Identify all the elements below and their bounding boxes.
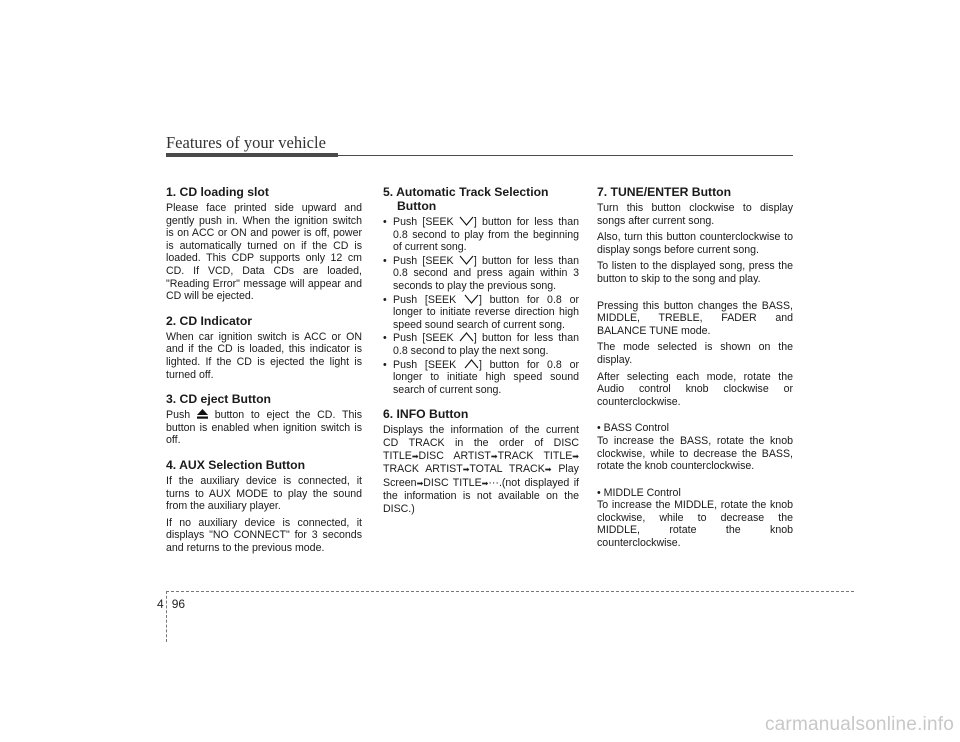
section-cd-loading-slot <box>166 185 362 303</box>
section-title: 5. Automatic Track Selection Button <box>383 185 549 213</box>
right-arrow-icon: ➡ <box>411 451 419 461</box>
text-run: button to eject the CD. This button is enabled when ignition switch is off. <box>166 409 362 447</box>
list-item <box>383 255 579 293</box>
section-aux-selection-button <box>166 458 362 555</box>
section-title: 4. AUX Selection Button <box>166 457 306 472</box>
text-run: Play Screen <box>383 463 579 489</box>
section-body: Please face printed side upward and gently push in. When the ignition switch is on ACC or ON and power is off, power is automatically turned on if the CD is loaded. This CDP supports only 12 cm CD. If VCD, Data CDs are loaded, "Reading Error" message will appear and CD will be ejected. <box>166 202 362 303</box>
header-rule-thin <box>338 155 793 156</box>
section-automatic-track-selection <box>383 185 579 396</box>
text-run: TOTAL TRACK <box>469 463 545 476</box>
eject-icon <box>197 409 208 419</box>
text-run: Push [SEEK <box>393 332 459 345</box>
section-body: The mode selected is shown on the display. <box>597 341 793 366</box>
page-number <box>157 597 185 611</box>
text-run: Push [SEEK <box>393 254 459 267</box>
bullet: • <box>383 293 387 306</box>
section-body: To increase the MIDDLE, rotate the knob clockwise, while to decrease the MIDDLE, rotate the knob counterclockwise. <box>597 499 793 550</box>
text-run: ] button for 0.8 or longer to initiate reverse direction high speed sound search of current song. <box>393 293 579 331</box>
bullet: • <box>383 254 387 267</box>
bullet: • <box>383 358 387 371</box>
bullet: • <box>597 486 601 499</box>
section-title: 1. CD loading slot <box>166 185 269 199</box>
text-run: ···.(not displayed if the information is not available on the DISC.) <box>383 476 580 515</box>
list-item <box>383 332 579 357</box>
right-arrow-icon: ➡ <box>462 465 470 475</box>
section-cd-indicator <box>166 314 362 381</box>
text-run: ] button for less than 0.8 second to play the next song. <box>393 332 579 357</box>
text-run: DISC ARTIST <box>418 449 491 462</box>
section-title: 2. CD Indicator <box>166 313 253 328</box>
column-3 <box>597 185 793 561</box>
list-item <box>383 294 579 332</box>
text-run: ] button for 0.8 or longer to initiate high speed sound search of current song. <box>393 358 579 396</box>
bullet: • <box>383 332 387 345</box>
text-run: BASS Control <box>603 422 670 435</box>
page-header-title: Features of your vehicle <box>166 133 326 152</box>
bullet: • <box>597 422 601 435</box>
chapter-number: 4 <box>157 597 164 611</box>
right-arrow-icon: ➡ <box>416 478 424 488</box>
list-item <box>383 359 579 397</box>
section-body: To listen to the displayed song, press the button to skip to the song and play. <box>597 260 793 285</box>
text-run: MIDDLE Control <box>603 486 681 499</box>
section-body: To increase the BASS, rotate the knob clockwise, while to decrease the BASS, rotate the knob counterclockwise. <box>597 434 793 473</box>
bass-control-title <box>597 422 793 435</box>
section-body: After selecting each mode, rotate the Audio control knob clockwise or counterclockwise. <box>597 370 793 408</box>
footer-rule <box>166 591 854 592</box>
middle-control-title <box>597 487 793 500</box>
section-body: Turn this button clockwise to display songs after current song. <box>597 202 793 227</box>
spacer <box>597 412 793 422</box>
bullet: • <box>383 216 387 228</box>
right-arrow-icon: ➡ <box>481 478 489 488</box>
spacer <box>597 290 793 300</box>
text-run: ] button for less than 0.8 second and press again within 3 seconds to play the previous song. <box>393 254 579 292</box>
text-run: DISC TITLE <box>423 476 482 489</box>
watermark: carmanualsonline.info <box>764 714 954 735</box>
section-body: If no auxiliary device is connected, it displays "NO CONNECT" for 3 seconds and returns to the previous mode. <box>166 516 362 554</box>
section-body <box>383 424 579 515</box>
text-run: ] button for less than 0.8 second to play from the beginning of current song. <box>393 216 579 254</box>
text-run: Push [SEEK <box>393 216 459 228</box>
text-run: Displays the information of the current CD TRACK in the order of DISC TITLE <box>383 424 579 462</box>
section-body <box>166 409 362 447</box>
right-arrow-icon: ➡ <box>490 451 498 461</box>
section-body: Pressing this button changes the BASS, MIDDLE, TREBLE, FADER and BALANCE TUNE mode. <box>597 299 793 337</box>
section-tune-enter-button <box>597 185 793 550</box>
section-title: 3. CD eject Button <box>166 392 271 407</box>
seek-list <box>383 216 579 396</box>
chevron-down-icon <box>464 294 479 304</box>
section-body: Also, turn this button counterclockwise to display songs before current song. <box>597 231 793 256</box>
right-arrow-icon: ➡ <box>572 451 579 461</box>
chevron-down-icon <box>459 255 474 265</box>
section-cd-eject-button <box>166 392 362 447</box>
text-run: TRACK TITLE <box>497 449 573 462</box>
column-2 <box>383 185 579 526</box>
text-run: Push <box>166 409 197 422</box>
text-run: Push [SEEK <box>393 358 464 371</box>
section-title: 6. INFO Button <box>383 407 469 422</box>
text-run: Push [SEEK <box>393 293 464 306</box>
list-item <box>383 216 579 254</box>
section-title: 7. TUNE/ENTER Button <box>597 185 732 199</box>
spacer <box>597 477 793 487</box>
page-number-value: 96 <box>171 597 186 611</box>
section-info-button <box>383 407 579 515</box>
section-body: When car ignition switch is ACC or ON and if the CD is loaded, this indicator is lighted. If the CD is ejected the light is turned off. <box>166 330 362 381</box>
chevron-down-icon <box>459 216 474 226</box>
chevron-up-icon <box>464 359 479 369</box>
header-rule-thick <box>166 153 338 157</box>
text-run: TRACK ARTIST <box>383 463 463 476</box>
right-arrow-icon: ➡ <box>544 465 552 475</box>
column-1 <box>166 185 362 565</box>
chevron-up-icon <box>459 332 474 342</box>
section-body: If the auxiliary device is connected, it turns to AUX MODE to play the sound from the auxiliary player. <box>166 474 362 513</box>
